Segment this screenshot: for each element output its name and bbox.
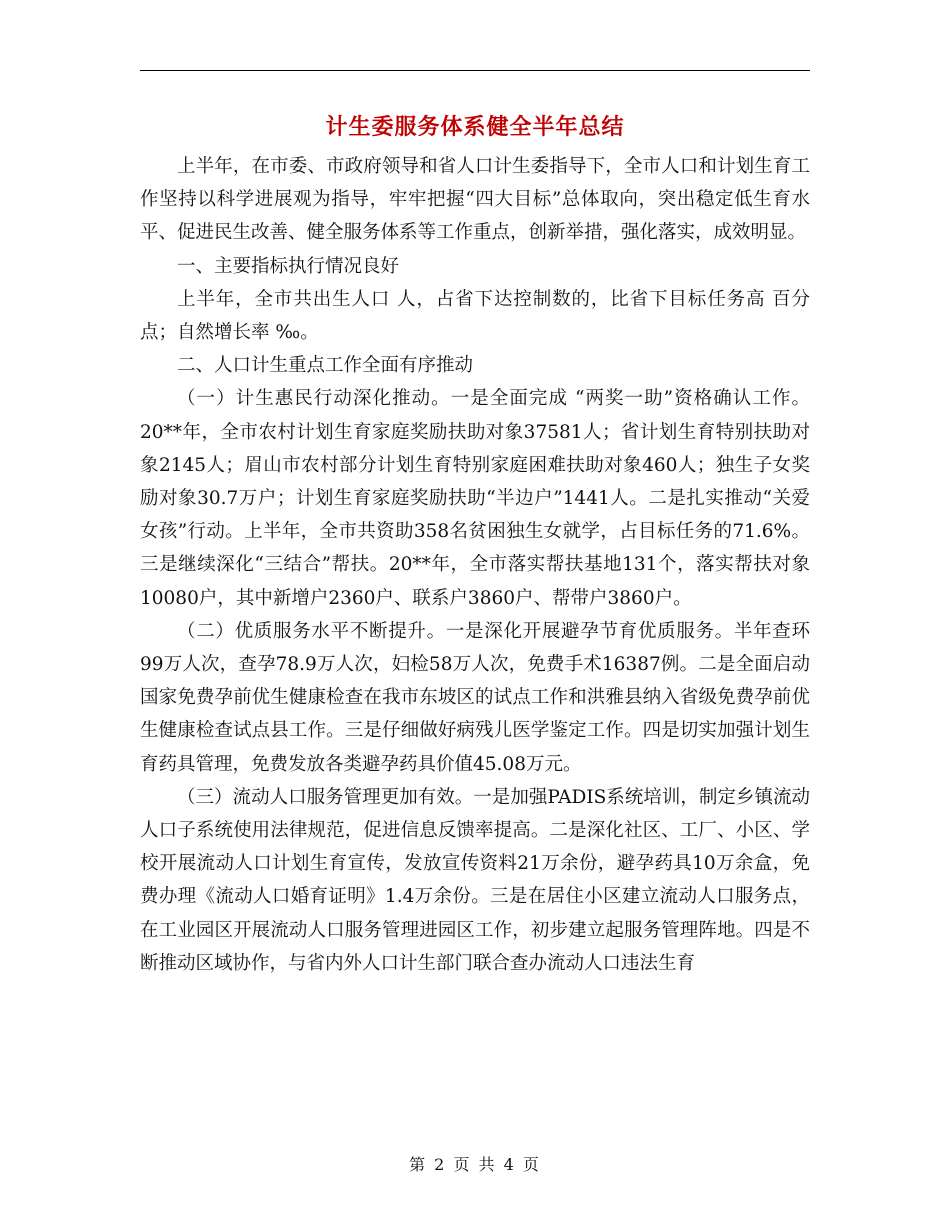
paragraph-benefits: （一）计生惠民行动深化推动。一是全面完成 “两奖一助”资格确认工作。20**年，全市农村计划生育家庭奖励扶助对象37581人；省计划生育特别扶助对象2145人；眉山市农村部分计划生育特别家庭困难扶助对象460人；独生子女奖励对象30.7万户；计划生育家庭奖励扶助“半边户”1441人。二是扎实推动“关爱女孩”行动。上半年，全市共资助358名贫困独生女就学，占目标任务的71.6%。三是继续深化“三结合”帮扶。20**年，全市落实帮扶基地131个，落实帮扶对象10080户，其中新增户2360户、联系户3860户、帮带户3860户。 xyxy=(140,388,810,609)
section-heading-1: 一、主要指标执行情况良好 xyxy=(177,255,400,277)
document-body xyxy=(140,150,810,980)
section-heading-2: 二、人口计生重点工作全面有序推动 xyxy=(177,355,474,377)
paragraph-intro: 上半年，在市委、市政府领导和省人口计生委指导下，全市人口和计划生育工作坚持以科学进展观为指导，牢牢把握“四大目标”总体取向，突出稳定低生育水平、促进民生改善、健全服务体系等工作重点，创新举措，强化落实，成效明显。 xyxy=(140,156,810,244)
paragraph-floating-population: （三）流动人口服务管理更加有效。一是加强PADIS系统培训，制定乡镇流动人口子系统使用法律规范，促进信息反馈率提高。二是深化社区、工厂、小区、学校开展流动人口计划生育宣传，发放宣传资料21万余份，避孕药具10万余盒，免费办理《流动人口婚育证明》1.4万余份。三是在居住小区建立流动人口服务点，在工业园区开展流动人口服务管理进园区工作，初步建立起服务管理阵地。四是不断推动区域协作，与省内外人口计生部门联合查办流动人口违法生育 xyxy=(140,786,810,974)
page-footer: 第 2 页 共 4 页 xyxy=(409,1155,541,1174)
paragraph-indicators: 上半年，全市共出生人口 人，占省下达控制数的，比省下目标任务高 百分点；自然增长率 ‰。 xyxy=(140,288,810,344)
document-title: 计生委服务体系健全半年总结 xyxy=(325,114,625,140)
paragraph-services: （二）优质服务水平不断提升。一是深化开展避孕节育优质服务。半年查环99万人次，查孕78.9万人次，妇检58万人次，免费手术16387例。二是全面启动国家免费孕前优生健康检查在我市东坡区的试点工作和洪雅县纳入省级免费孕前优生健康检查试点县工作。三是仔细做好病残儿医学鉴定工作。四是切实加强计划生育药具管理，免费发放各类避孕药具价值45.08万元。 xyxy=(140,620,810,775)
header-rule xyxy=(140,70,810,71)
